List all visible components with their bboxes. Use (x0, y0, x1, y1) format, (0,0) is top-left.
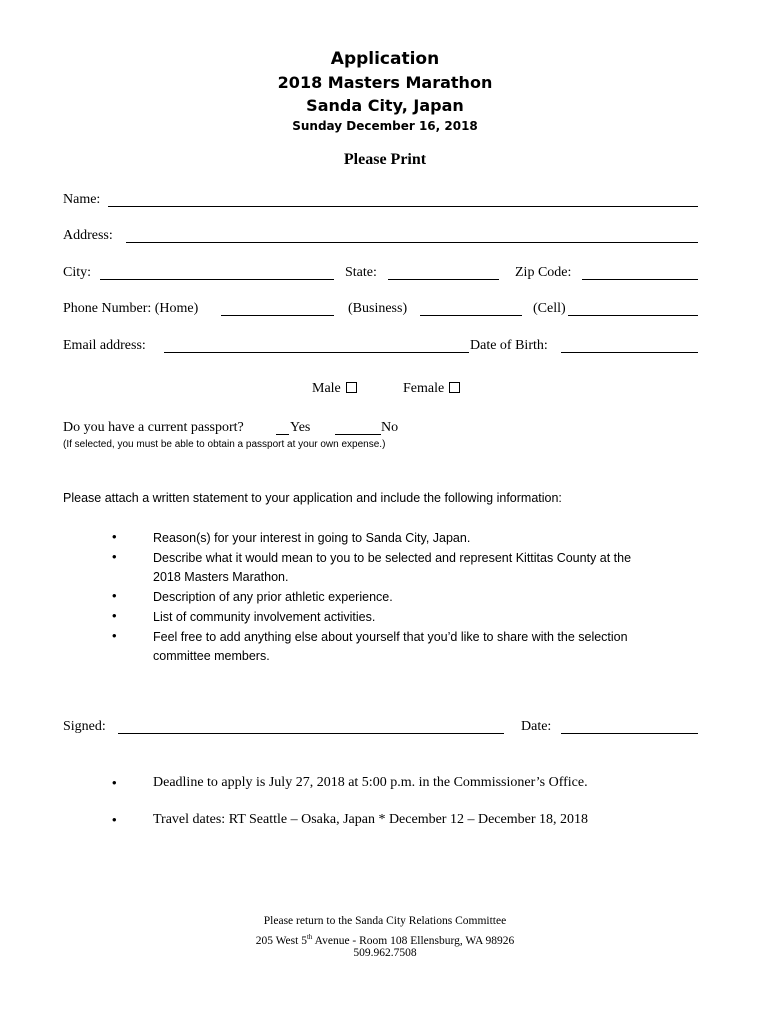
bullet-icon: • (112, 812, 117, 827)
please-print-heading: Please Print (343, 151, 427, 168)
phone-business-field[interactable] (420, 315, 522, 316)
name-field[interactable] (108, 206, 698, 207)
dob-field[interactable] (561, 352, 698, 353)
zip-field[interactable] (582, 279, 698, 280)
statement-item-represent: Describe what it would mean to you to be selected and represent Kittitas County at the (153, 551, 632, 565)
bullet-icon: • (112, 529, 117, 544)
passport-question: Do you have a current passport? (63, 420, 244, 435)
dob-label: Date of Birth: (470, 338, 548, 353)
statement-intro: Please attach a written statement to your application and include the following information: (63, 491, 562, 505)
passport-yes-label: Yes (290, 420, 311, 435)
name-label: Name: (63, 192, 101, 207)
signature-date-field[interactable] (561, 733, 698, 734)
travel-dates-text: Travel dates: RT Seattle – Osaka, Japan * December 12 – December 18, 2018 (153, 812, 588, 827)
phone-cell-field[interactable] (568, 315, 698, 316)
passport-no-label: No (381, 420, 399, 435)
event-name: 2018 Masters Marathon (277, 73, 493, 92)
female-checkbox[interactable] (449, 382, 460, 393)
bullet-icon: • (112, 608, 117, 623)
event-date: Sunday December 16, 2018 (292, 119, 478, 133)
statement-item-athletic: Description of any prior athletic experience. (153, 590, 393, 604)
phone-business-label: (Business) (348, 301, 408, 316)
signature-date-label: Date: (521, 719, 552, 734)
signature-field[interactable] (118, 733, 504, 734)
statement-item-other-cont: committee members. (153, 649, 270, 663)
statement-item-represent-cont: 2018 Masters Marathon. (153, 570, 289, 584)
passport-note: (If selected, you must be able to obtain a passport at your own expense.) (63, 439, 386, 450)
address-field[interactable] (126, 242, 698, 243)
male-checkbox[interactable] (346, 382, 357, 393)
form-title: Application (330, 49, 440, 69)
phone-home-label: Phone Number: (Home) (63, 301, 199, 316)
zip-label: Zip Code: (515, 265, 572, 280)
bullet-icon: • (112, 549, 117, 564)
state-label: State: (345, 265, 377, 280)
city-field[interactable] (100, 279, 334, 280)
phone-cell-label: (Cell) (533, 301, 566, 316)
email-field[interactable] (164, 352, 469, 353)
footer-return-to: Please return to the Sanda City Relations Committee (263, 915, 507, 927)
male-label: Male (312, 381, 341, 396)
male-option[interactable] (312, 381, 357, 397)
female-label: Female (403, 381, 445, 396)
phone-home-field[interactable] (221, 315, 334, 316)
address-label: Address: (63, 228, 113, 243)
statement-item-other: Feel free to add anything else about yourself that you’d like to share with the selection (153, 630, 628, 644)
event-location: Sanda City, Japan (306, 96, 464, 115)
state-field[interactable] (388, 279, 499, 280)
city-label: City: (63, 265, 92, 280)
passport-no-field[interactable] (335, 434, 381, 435)
footer-address-street: 205 West 5 (255, 934, 307, 947)
statement-item-community: List of community involvement activities. (153, 610, 376, 624)
bullet-icon: • (112, 588, 117, 603)
footer-address-suffix: th (306, 933, 313, 941)
signed-label: Signed: (63, 719, 106, 734)
email-label: Email address: (63, 338, 146, 353)
bullet-icon: • (112, 775, 117, 790)
female-option[interactable] (403, 381, 460, 397)
passport-yes-field[interactable] (276, 434, 289, 435)
statement-item-reason: Reason(s) for your interest in going to Sanda City, Japan. (153, 531, 471, 545)
footer-address-rest: Avenue - Room 108 Ellensburg, WA 98926 (312, 934, 515, 947)
bullet-icon: • (112, 628, 117, 643)
deadline-text: Deadline to apply is July 27, 2018 at 5:00 p.m. in the Commissioner’s Office. (153, 775, 588, 790)
footer-phone: 509.962.7508 (353, 947, 417, 959)
